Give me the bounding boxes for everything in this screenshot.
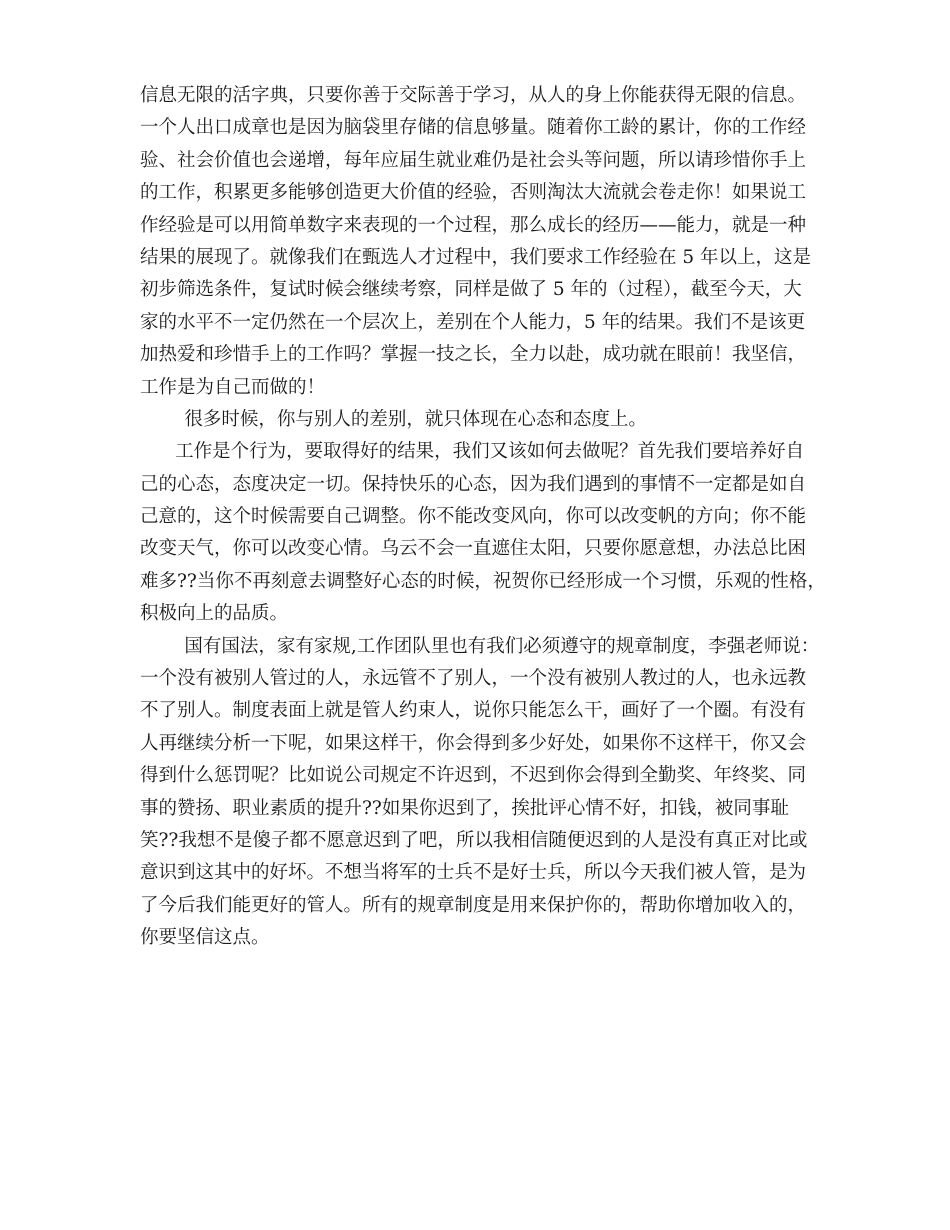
text-line: 很多时候，你与别人的差别，就只体现在心态和态度上。 xyxy=(184,408,647,430)
text-line: 了今后我们能更好的管人。所有的规章制度是用来保护你的，帮助你增加收入的， xyxy=(140,894,807,916)
paragraph xyxy=(140,80,840,404)
paragraph xyxy=(140,436,840,630)
text-line: 信息无限的活字典，只要你善于交际善于学习，从人的身上你能获得无限的信息。 xyxy=(140,85,807,106)
text-line: 的工作，积累更多能够创造更大价值的经验，否则淘汰大流就会卷走你！如果说工 xyxy=(140,182,807,204)
text-line: 结果的展现了。就像我们在甄选人才过程中，我们要求工作经验在 5 年以上，这是 xyxy=(140,246,812,268)
text-line: 加热爱和珍惜手上的工作吗？掌握一技之长，全力以赴，成功就在眼前！我坚信， xyxy=(140,344,807,366)
text-line: 己的心态，态度决定一切。保持快乐的心态，因为我们遇到的事情不一定都是如自 xyxy=(140,473,807,495)
text-line: 一个人出口成章也是因为脑袋里存储的信息够量。随着你工龄的累计，你的工作经 xyxy=(140,117,807,139)
text-line: 家的水平不一定仍然在一个层次上，差别在个人能力，5 年的结果。我们不是该更 xyxy=(140,311,806,333)
text-line: 国有国法，家有家规,工作团队里也有我们必须遵守的规章制度，李强老师说： xyxy=(184,635,820,657)
text-line: 人再继续分析一下呢，如果这样干，你会得到多少好处，如果你不这样干，你又会 xyxy=(140,732,807,754)
text-line: 积极向上的品质。 xyxy=(140,603,289,625)
text-line: 工作是为自己而做的！ xyxy=(140,376,326,398)
body-text xyxy=(140,80,840,955)
text-line: 初步筛选条件，复试时候会继续考察，同样是做了 5 年的（过程），截至今天，大 xyxy=(140,279,802,301)
text-line: 验、社会价值也会递增，每年应届生就业难仍是社会头等问题，所以请珍惜你手上 xyxy=(140,149,807,171)
text-line: 一个没有被别人管过的人，永远管不了别人，一个没有被别人教过的人，也永远教 xyxy=(140,668,807,690)
text-line: 作经验是可以用简单数字来表现的一个过程，那么成长的经历——能力，就是一种 xyxy=(140,214,807,236)
text-line: 得到什么惩罚呢？比如说公司规定不许迟到，不迟到你会得到全勤奖、年终奖、同 xyxy=(140,765,807,787)
text-line: 笑??我想不是傻子都不愿意迟到了吧，所以我相信随便迟到的人是没有真正对比或 xyxy=(140,829,808,851)
text-line: 事的赞扬、职业素质的提升??如果你迟到了，挨批评心情不好，扣钱，被同事耻 xyxy=(140,797,789,819)
text-line: 己意的，这个时候需要自己调整。你不能改变风向，你可以改变帆的方向；你不能 xyxy=(140,506,807,528)
text-line: 你要坚信这点。 xyxy=(140,927,270,949)
text-line: 不了别人。制度表面上就是管人约束人，说你只能怎么干，画好了一个圈。有没有 xyxy=(140,700,807,722)
paragraph xyxy=(140,404,840,436)
paragraph xyxy=(140,631,840,955)
text-line: 意识到这其中的好坏。不想当将军的士兵不是好士兵，所以今天我们被人管，是为 xyxy=(140,862,807,884)
text-line: 改变天气，你可以改变心情。乌云不会一直遮住太阳，只要你愿意想，办法总比困 xyxy=(140,538,807,560)
text-line: 工作是个行为，要取得好的结果，我们又该如何去做呢？首先我们要培养好自 xyxy=(175,441,805,463)
text-line: 难多??当你不再刻意去调整好心态的时候，祝贺你已经形成一个习惯，乐观的性格， xyxy=(140,570,826,592)
